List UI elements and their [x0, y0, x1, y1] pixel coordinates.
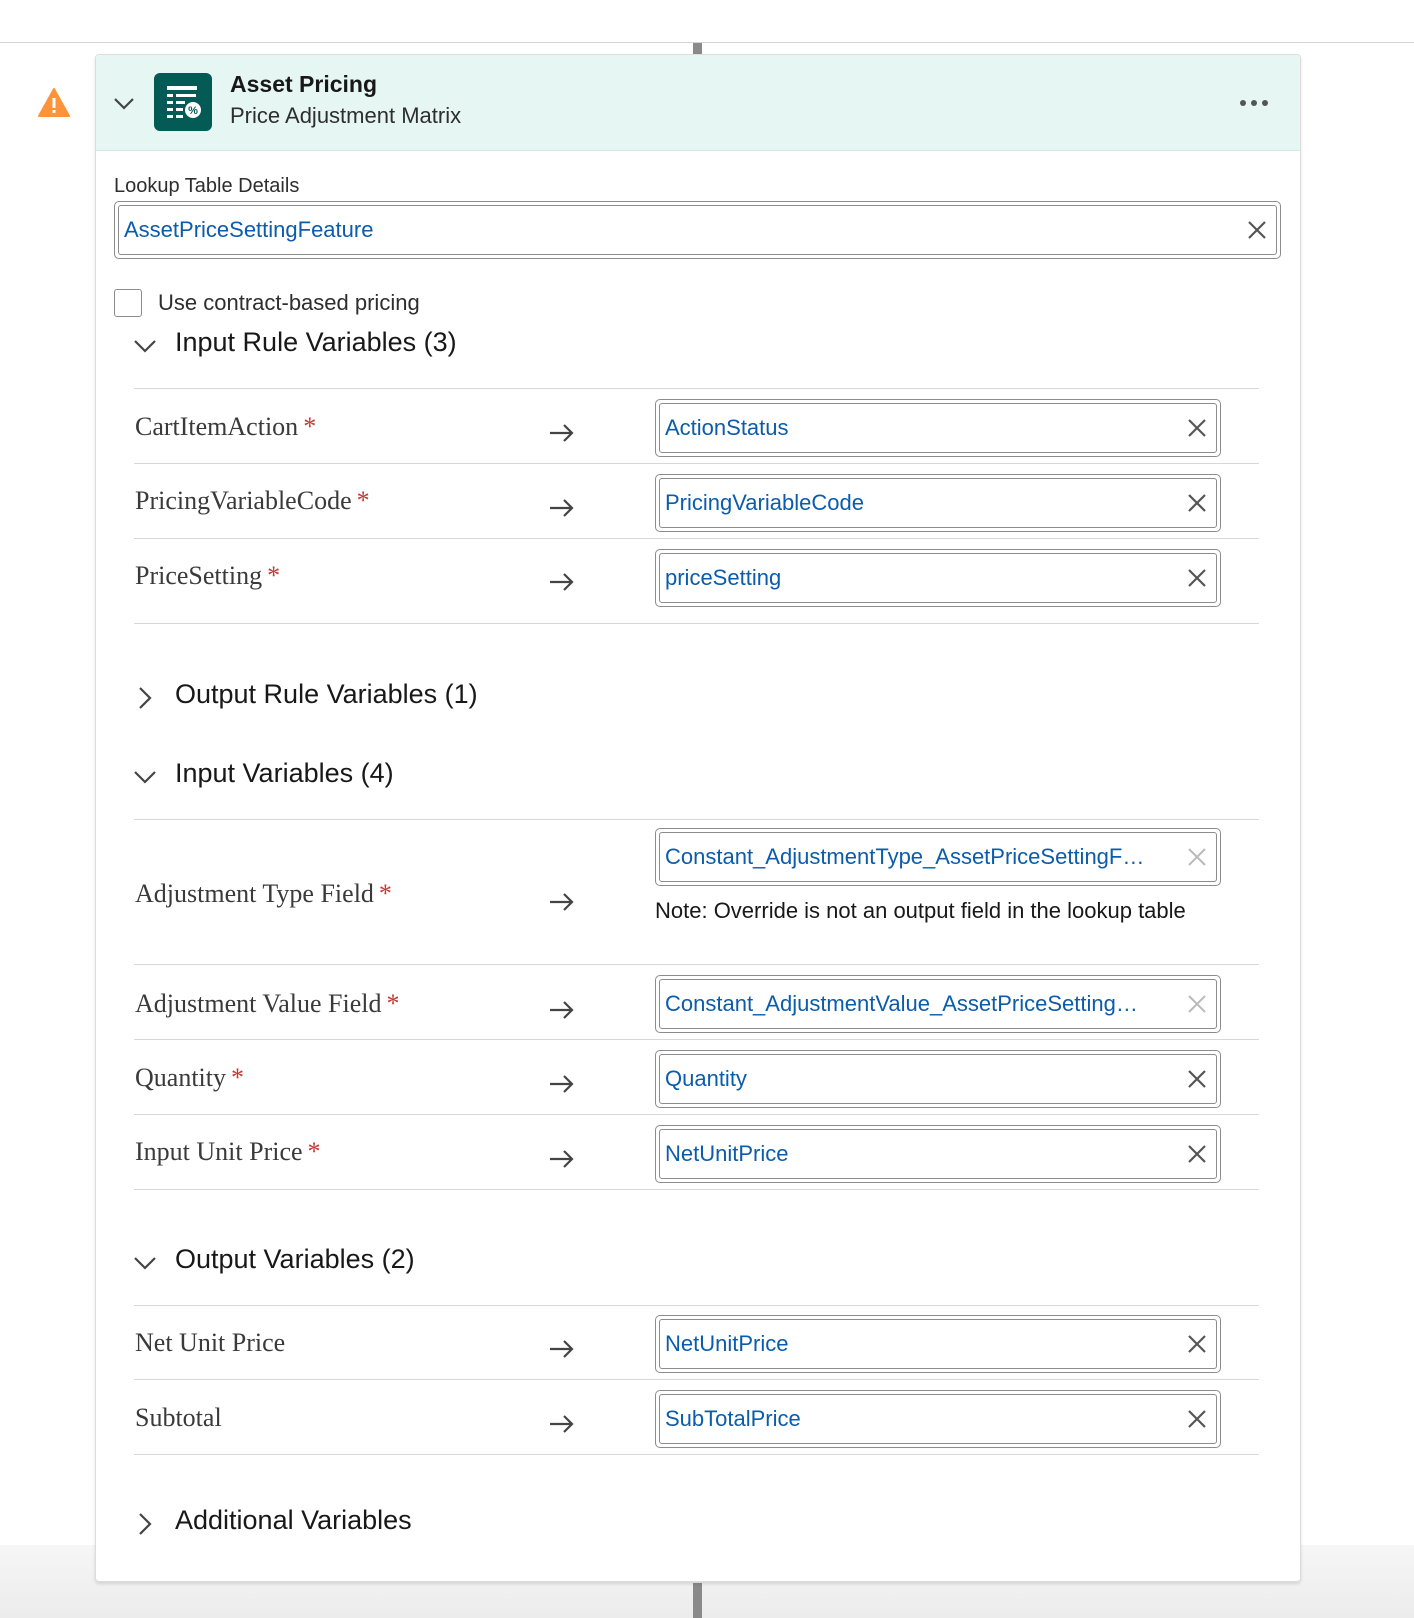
- divider: [134, 819, 1259, 820]
- input-variable-value-field[interactable]: [655, 1125, 1221, 1183]
- close-icon[interactable]: [1184, 565, 1210, 591]
- arrow-right-icon: [548, 890, 576, 914]
- input-rule-value-field[interactable]: [655, 474, 1221, 532]
- override-note: Note: Override is not an output field in the lookup table: [655, 898, 1186, 923]
- arrow-right-icon: [548, 1337, 576, 1361]
- divider: [134, 463, 1259, 464]
- input-variable-label: Quantity *: [135, 1063, 244, 1092]
- chevron-down-icon: [132, 1250, 158, 1276]
- field-value[interactable]: PricingVariableCode: [665, 490, 864, 515]
- section-title: Input Rule Variables (3): [175, 327, 457, 357]
- node-title: Asset Pricing: [230, 71, 377, 97]
- section-title: Additional Variables: [175, 1505, 412, 1535]
- lookup-table-field[interactable]: [114, 201, 1281, 259]
- section-title: Output Variables (2): [175, 1244, 415, 1274]
- input-variable-value-field[interactable]: [655, 1050, 1221, 1108]
- canvas-divider: [0, 42, 1414, 43]
- svg-text:%: %: [188, 105, 198, 117]
- chevron-down-icon[interactable]: [112, 91, 136, 115]
- close-icon[interactable]: [1184, 991, 1210, 1017]
- field-value[interactable]: NetUnitPrice: [665, 1331, 789, 1356]
- divider: [134, 1189, 1259, 1190]
- field-value[interactable]: NetUnitPrice: [665, 1141, 789, 1166]
- input-variable-label: Adjustment Type Field *: [135, 879, 392, 908]
- warning-icon[interactable]: [38, 88, 70, 118]
- output-variable-value-field[interactable]: [655, 1315, 1221, 1373]
- input-variable-label: Input Unit Price *: [135, 1137, 321, 1166]
- divider: [134, 1454, 1259, 1455]
- close-icon[interactable]: [1184, 844, 1210, 870]
- input-rule-label: CartItemAction *: [135, 412, 317, 441]
- divider: [134, 623, 1259, 624]
- arrow-right-icon: [548, 1147, 576, 1171]
- input-rule-value-field[interactable]: [655, 549, 1221, 607]
- chevron-down-icon: [132, 764, 158, 790]
- arrow-right-icon: [548, 570, 576, 594]
- chevron-right-icon: [132, 1511, 158, 1537]
- field-value[interactable]: Constant_AdjustmentType_AssetPriceSettingF…: [665, 844, 1145, 869]
- close-icon[interactable]: [1184, 415, 1210, 441]
- divider: [134, 388, 1259, 389]
- input-rule-label: PricingVariableCode *: [135, 486, 370, 515]
- close-icon[interactable]: [1244, 217, 1270, 243]
- arrow-right-icon: [548, 1412, 576, 1436]
- arrow-right-icon: [548, 998, 576, 1022]
- divider: [134, 1305, 1259, 1306]
- arrow-right-icon: [548, 421, 576, 445]
- input-variable-value-field[interactable]: [655, 828, 1221, 886]
- close-icon[interactable]: [1184, 1331, 1210, 1357]
- arrow-right-icon: [548, 496, 576, 520]
- card-header: [96, 55, 1300, 151]
- flow-connector-top: [693, 43, 702, 54]
- chevron-right-icon: [132, 685, 158, 711]
- close-icon[interactable]: [1184, 1406, 1210, 1432]
- divider: [134, 538, 1259, 539]
- field-value[interactable]: Constant_AdjustmentValue_AssetPriceSetting…: [665, 991, 1138, 1016]
- section-title: Output Rule Variables (1): [175, 679, 478, 709]
- section-title: Input Variables (4): [175, 758, 394, 788]
- divider: [134, 964, 1259, 965]
- chevron-down-icon: [132, 333, 158, 359]
- input-variable-label: Adjustment Value Field *: [135, 989, 400, 1018]
- close-icon[interactable]: [1184, 490, 1210, 516]
- divider: [134, 1114, 1259, 1115]
- close-icon[interactable]: [1184, 1141, 1210, 1167]
- arrow-right-icon: [548, 1072, 576, 1096]
- input-variable-value-field[interactable]: [655, 975, 1221, 1033]
- asset-pricing-card: [95, 54, 1301, 1582]
- divider: [134, 1379, 1259, 1380]
- input-rule-value-field[interactable]: [655, 399, 1221, 457]
- contract-pricing-label: Use contract-based pricing: [158, 290, 420, 315]
- flow-connector-bottom: [693, 1583, 702, 1618]
- pricing-matrix-icon: [154, 73, 212, 131]
- lookup-table-label: Lookup Table Details: [114, 175, 300, 197]
- more-options-icon[interactable]: [1234, 91, 1274, 115]
- field-value[interactable]: Quantity: [665, 1066, 747, 1091]
- field-value[interactable]: ActionStatus: [665, 415, 789, 440]
- field-value[interactable]: priceSetting: [665, 565, 782, 590]
- divider: [134, 1039, 1259, 1040]
- output-variable-value-field[interactable]: [655, 1390, 1221, 1448]
- contract-pricing-checkbox[interactable]: [114, 289, 142, 317]
- close-icon[interactable]: [1184, 1066, 1210, 1092]
- input-rule-label: PriceSetting *: [135, 561, 281, 590]
- field-value[interactable]: SubTotalPrice: [665, 1406, 801, 1431]
- node-subtitle: Price Adjustment Matrix: [230, 103, 462, 128]
- output-variable-label: Subtotal: [135, 1403, 222, 1432]
- output-variable-label: Net Unit Price: [135, 1328, 286, 1357]
- lookup-table-value[interactable]: AssetPriceSettingFeature: [124, 217, 374, 242]
